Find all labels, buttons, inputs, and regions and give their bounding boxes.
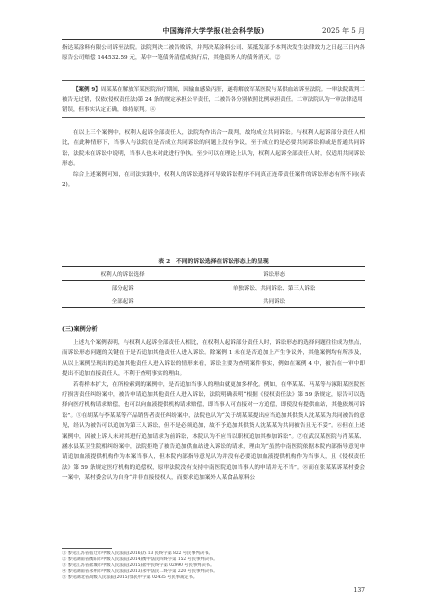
table-row (62, 294, 365, 308)
table-cell: 共同诉讼 (183, 294, 365, 308)
body-block-analysis (62, 338, 365, 484)
top-paragraph: 指达某涂料有限公司诉至法院。法院判决二被告败诉，并判决某涂料公司、某抵发部予本判决发生法律效力之日起三日内各原告公司赔偿 144532.59 元，某中一笔债务清偿成执行后，其他债务人的债务消灭。② (62, 45, 365, 62)
journal-title: 中国海洋大学学报(社会科学版) (162, 26, 265, 35)
litigation-form-table (62, 266, 365, 308)
issue-date: 2025 年 5 月 (322, 27, 365, 35)
footnote: ① 参见江苏省宿迁市中级人民法院(2016)苏 13 民终字第 822 号民事判决书。 (62, 551, 213, 556)
footnote: ② 参见湖南省衡阳市中级人民法院(2014)衡中法民四终字第 152 号民事判决书。 (62, 557, 218, 563)
footnote-rule (62, 548, 112, 549)
case-9-title: 【案例 9】 (73, 87, 101, 93)
table-header-cell: 权利人的诉讼选择 (62, 267, 183, 281)
body-block-middle (62, 128, 365, 190)
paragraph-4: 上述九个案例表明，与权利人起诉全部责任人相比，在权利人起诉部分责任人时，诉讼形态的选择问题往往成为焦点，而诉讼形态问题的关键在于是否追加其他责任人进入诉讼。除案例 1 未在是否追加上产生争议外，其他案例均有所涉及，从以上案例呈现出的追加其他责任人进入诉讼的情形来看，诉讼主要为查明案件事实，例如在案例 4 中，被告在一审中即提出不追加直接责任人，不利于查明事实的理由。 (62, 340, 365, 378)
case-9-paragraph (62, 85, 365, 115)
footnote: ③ 参见江苏省盐城市中级人民法院(2015)盐中民终字第 02990 号民事判决书。 (62, 563, 215, 569)
running-header (62, 26, 365, 38)
page-number: 137 (353, 587, 365, 594)
header-rule (62, 39, 365, 40)
paragraph-3: 综合上述案例可知，在司法实践中，权利人的诉讼选择可导致诉讼程序不同真正连带责任案件的诉讼形态有所不同(表 2)。 (62, 171, 365, 189)
footnote: ⑤ 参见湖北省高级人民法院(2015)鄂民申字第 02435 号民事裁定书。 (62, 575, 198, 581)
paragraph-5: 若将样本扩大，在所检索到的案例中，是否追加当事人的理由就更加多样化。例如，在华某某、马某等与涿阳某医院医疗损害责任纠纷案中，被告申请追加其他责任人进入诉讼，法院明确表明“根据《侵权责任法》第 59 条规定，原告可以选择向医疗机构请求赔偿，也可以向血液提供机构请求赔偿，即当事人可直接对一方追偿，即使没有提供血站，其他依规可诉讼”。⑤在胡某与李某某等产品销售者责任纠纷案中，法院也认为“关于胡某某提出应当追加其供货人沈某某为共同被告的意见，经认为被告可以追加为第三人诉讼，但不是必须追加，故不予追加其供货人沈某某为共同被告且无不妥”。⑥但在上述案例中，因被上诉人未对其进行追加请求为前诉讼，本院认为不应当以职权追加其参加诉讼”。⑦在武汉某医院与肖某某、涵水县某卫生院相纠纷案中，法院拒绝了被告追加供血站进入诉讼的请求，理由为“虽然中南医院依据本院内部指导意见申请追加血液提供机构作为本案当事人，但本院内部指导意见认为并没有必要追加血液提供机构作为当事人，且《侵权责任法》第 59 条规定医疗机构的追偿权，原审法院没有支持中南医院追加当事人的申请并无不当”。⑧而在张某某诉某村委会一案中，某村委会认为自身“并非直接侵权人，而要求追加案外人某食品原料公 (62, 381, 365, 482)
case-box (62, 80, 365, 118)
footnotes (62, 551, 365, 581)
table-row (62, 281, 365, 295)
section-title: (三)案例分析 (62, 326, 98, 333)
table-cell: 全部起诉 (62, 294, 183, 308)
footnote: ④ 参见湖南省永州市中级人民法院(2013)永中法民二终字第 220 号民事判决书。 (62, 569, 218, 575)
case-9-text: 周某某在解放军某医院治疗期间，因输血感染丙肝，遂将解放军某医院与某供血站诉至法院。一审法院裁判二被告无过错，仅依(侵权责任法)第 24 条的规定承担公平责任，二被告各分别依照比例承担责任。二审法院认为一审法律适用错误，但事实认定正确，维持原判。④ (62, 87, 365, 113)
table-header-row (62, 267, 365, 281)
body-block-top (62, 43, 365, 64)
table-caption: 表 2 不同的诉讼选择在诉讼形态上的呈现 (158, 259, 269, 265)
table-cell: 部分起诉 (111, 285, 134, 292)
table-cell: 单独诉讼、共同诉讼、第三人诉讼 (232, 285, 316, 292)
paragraph-2: 在以上三个案例中，权利人起诉全部责任人，法院均作出合一裁判，故均成立共同诉讼。与权利人起诉部分责任人相比，在此种情形下，当事人与法院在是否成立共同诉讼的问题上没有争议，至于成立的是必要共同诉讼抑或是普通共同诉讼，法院未在诉讼中说明，当事人也未对此进行争执。至少可以在理论上认为，权利人起诉全部责任人时，仅适用共同诉讼形态。 (62, 130, 365, 168)
table-header-cell: 诉讼形态 (183, 267, 365, 281)
